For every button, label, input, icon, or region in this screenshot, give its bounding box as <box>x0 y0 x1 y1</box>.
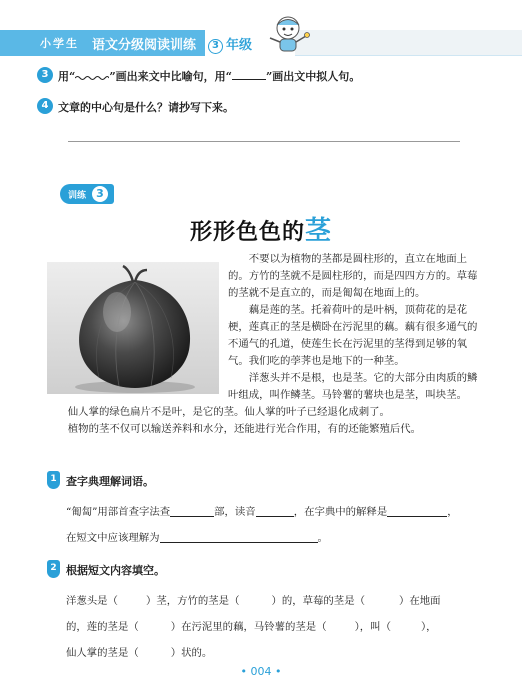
question-2-line-3: 仙人掌的茎是（ ）状的。 <box>66 647 213 659</box>
article-paragraph-4: 仙人掌的绿色扁片不是叶，是它的茎。仙人掌的叶子已经退化成刺了。 <box>67 406 390 418</box>
question-1-heading: 查字典理解词语。 <box>66 475 154 488</box>
question-1-line-1: “匍匐”用部首查字法查 部，读音 ，在字典中的解释是 ， <box>66 506 458 518</box>
article-paragraph-5: 植物的茎不仅可以输送养料和水分，还能进行光合作用，有的还能繁殖后代。 <box>67 423 422 435</box>
series-title: 语文分级阅读训练 <box>92 38 197 53</box>
question-2-line-1: 洋葱头是（ ）茎，方竹的茎是（ ）的，草莓的茎是（ ）在地面 <box>66 595 441 607</box>
article-title-highlight: 茎 <box>305 216 333 246</box>
article-paragraph-1: 不要以为植物的茎都是圆柱形的，直立在地面上的。方竹的茎就不是圆柱形的，而是四四方方的。草莓的茎就不是直立的，而是匍匐在地面上的。 <box>228 253 478 299</box>
page-number: • 004 • <box>240 665 282 678</box>
article-title: 形形色色的茎 <box>189 216 333 246</box>
brand-label: 小学生 <box>40 37 79 50</box>
header-band-light <box>295 30 522 56</box>
mascot-icon <box>258 14 318 58</box>
question-4-text: 文章的中心句是什么？请抄写下来。 <box>58 101 234 114</box>
grade-number: 3 <box>208 39 223 54</box>
wavy-line-icon <box>75 75 109 81</box>
training-label: 训练 <box>68 191 87 201</box>
blank-dictionary-meaning[interactable] <box>387 506 447 517</box>
question-number-3: 3 <box>37 67 53 83</box>
question-marker-2: 2 <box>47 560 60 578</box>
blank-pronunciation[interactable] <box>256 506 294 517</box>
article-paragraph-3: 洋葱头并不是根，也是茎。它的大部分由肉质的鳞叶组成，叫作鳞茎。马铃薯的薯块也是茎，叫块茎。 <box>228 372 478 401</box>
grade-text: 年级 <box>226 38 253 53</box>
blank-radical[interactable] <box>170 506 214 517</box>
grade-label <box>208 34 252 54</box>
question-2-line-2: 的，莲的茎是（ ）在污泥里的藕，马铃薯的茎是（ ），叫（ ）， <box>66 621 437 633</box>
article-paragraph-2: 藕是莲的茎。托着荷叶的是叶柄，顶荷花的是花梗，莲真正的茎是横卧在污泥里的藕。藕有很多通气的不通气的孔道，使莲生长在污泥里的茎得到足够的氧气。我们吃的荸荠也是地下的一种茎。 <box>228 304 478 367</box>
question-number-4: 4 <box>37 98 53 114</box>
question-1-line-2: 在短文中应该理解为 。 <box>66 532 328 544</box>
question-marker-1: 1 <box>47 471 60 489</box>
blank-context-meaning[interactable] <box>160 532 318 543</box>
training-tab <box>60 184 114 204</box>
answer-line[interactable] <box>68 141 460 142</box>
training-number: 3 <box>92 186 108 202</box>
question-2-heading: 根据短文内容填空。 <box>66 564 165 577</box>
question-3-text: 用“ ”画出来文中比喻句，用“ ”画出文中拟人句。 <box>58 70 361 83</box>
straight-line-sample <box>232 70 266 80</box>
